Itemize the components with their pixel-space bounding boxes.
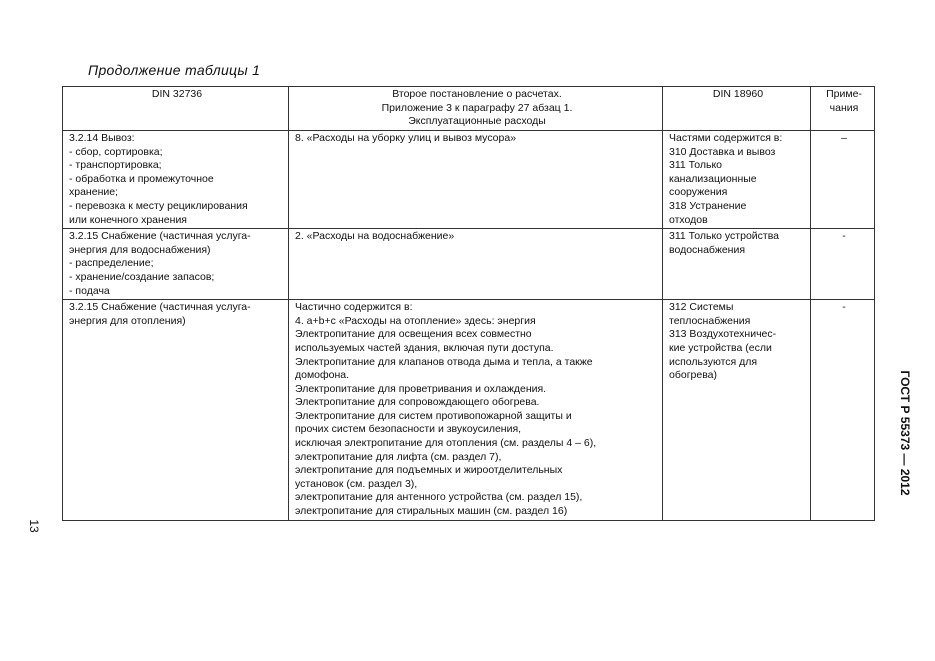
header-regulation-line: Эксплуатационные расходы — [408, 115, 546, 128]
cell-regulation: 2. «Расходы на водоснабжение» — [289, 229, 663, 300]
cell-din18960: 311 Только устройства водоснабжения — [663, 229, 811, 300]
header-notes: Приме- чания — [811, 87, 875, 131]
cell-notes: – — [811, 131, 875, 229]
cell-notes: - — [811, 300, 875, 521]
cell-regulation: 8. «Расходы на уборку улиц и вывоз мусора» — [289, 131, 663, 229]
table-row — [63, 131, 875, 229]
cell-din18960: Частями содержится в: 310 Доставка и вывоз 311 Только канализационные сооружения 318 Устранение отходов — [663, 131, 811, 229]
cell-regulation: Частично содержится в: 4. a+b+c «Расходы на отопление» здесь: энергия Электропитание для освещения всех совместно используемых частей здания, включая пути доступа. Электропитание для клапанов отвода дыма и тепла, а также домофона. Электропитание для проветривания и охлаждения. Электропитание для сопровождающего обогрева. Электропитание для систем противопожарной защиты и прочих систем безопасности и звукоусиления, исключая электропитание для отопления (см. разделы 4 – 6), электропитание для лифта (см. раздел 7), электропитание для подъемных и жироотделительных установок (см. раздел 3), электропитание для антенного устройства (см. раздел 15), электропитание для стиральных машин (см. раздел 16) — [289, 300, 663, 521]
comparison-table — [62, 86, 875, 521]
cell-notes: - — [811, 229, 875, 300]
cell-din32736: 3.2.14 Вывоз: - сбор, сортировка; - транспортировка; - обработка и промежуточное хранение; - перевозка к месту рециклирования или конечного хранения — [63, 131, 289, 229]
header-row — [63, 87, 875, 131]
table-caption: Продолжение таблицы 1 — [88, 62, 261, 78]
table-row — [63, 300, 875, 521]
cell-din32736: 3.2.15 Снабжение (частичная услуга- энергия для отопления) — [63, 300, 289, 521]
document-standard-title: ГОСТ Р 55373 — 2012 — [898, 370, 912, 496]
cell-din18960: 312 Системы теплоснабжения 313 Воздухотехничес- кие устройства (если используются для обогрева) — [663, 300, 811, 521]
header-din32736: DIN 32736 — [63, 87, 289, 131]
header-regulation — [289, 87, 663, 131]
cell-din32736: 3.2.15 Снабжение (частичная услуга- энергия для водоснабжения) - распределение; - хранение/создание запасов; - подача — [63, 229, 289, 300]
header-regulation-line: Второе постановление о расчетах. — [392, 88, 562, 100]
page-number: 13 — [27, 519, 41, 533]
header-din18960: DIN 18960 — [663, 87, 811, 131]
table-row — [63, 229, 875, 300]
header-regulation-line: Приложение 3 к параграфу 27 абзац 1. — [381, 101, 573, 114]
